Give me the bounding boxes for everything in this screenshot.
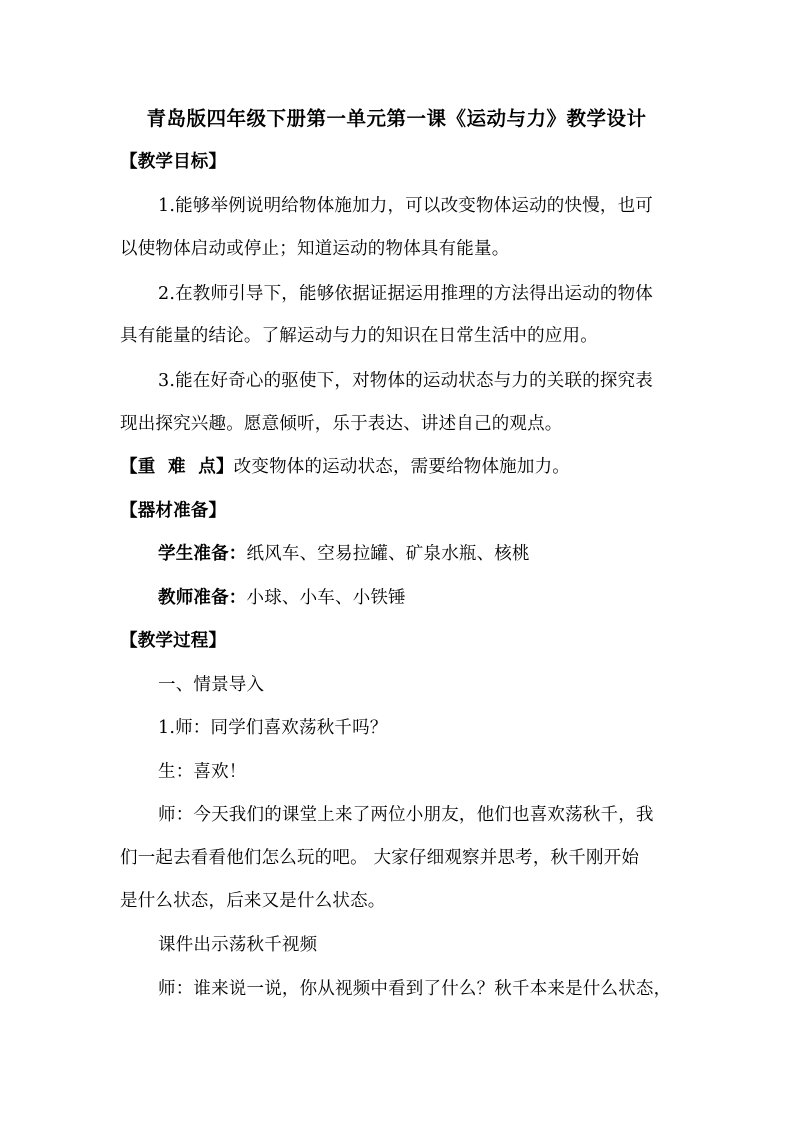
teacher-speech-2-line3: 是什么状态，后来又是什么状态。	[120, 891, 386, 911]
teacher-speech-2-line1: 师：今天我们的课堂上来了两位小朋友，他们也喜欢荡秋千，我	[158, 805, 654, 825]
objective-1-line1: 1.能够举例说明给物体施加力，可以改变物体运动的快慢，也可	[158, 196, 653, 216]
materials-heading: 【器材准备】	[120, 501, 227, 521]
objective-2-line2: 具有能量的结论。了解运动与力的知识在日常生活中的应用。	[120, 326, 598, 346]
objective-3-line2: 现出探究兴趣。愿意倾听，乐于表达、讲述自己的观点。	[120, 414, 563, 434]
teacher-speech-2-line2: 们一起去看看他们怎么玩的吧。 大家仔细观察并思考，秋千刚开始	[120, 848, 640, 868]
document-title: 青岛版四年级下册第一单元第一课《运动与力》教学设计	[146, 107, 647, 130]
objective-2-line1: 2.在教师引导下，能够依据证据运用推理的方法得出运动的物体	[158, 284, 653, 304]
teacher-question-1: 1.师：同学们喜欢荡秋千吗？	[158, 718, 388, 738]
video-note: 课件出示荡秋千视频	[158, 935, 318, 955]
teacher-materials-label: 教师准备：	[158, 588, 247, 608]
teacher-speech-3-line1: 师：谁来说一说，你从视频中看到了什么？秋千本来是什么状态，	[158, 979, 672, 999]
teacher-materials-row	[158, 587, 718, 609]
student-materials-text: 纸风车、空易拉罐、矿泉水瓶、核桃	[246, 544, 530, 564]
teacher-materials-text: 小球、小车、小铁锤	[246, 588, 406, 608]
keypoint-heading: 【重 难 点】	[120, 457, 234, 477]
process-heading: 【教学过程】	[120, 631, 227, 651]
objective-1-line2: 以使物体启动或停止；知道运动的物体具有能量。	[120, 239, 510, 259]
student-materials-row	[158, 543, 718, 565]
student-materials-label: 学生准备：	[158, 544, 247, 564]
keypoint-text: 改变物体的运动状态，需要给物体施加力。	[233, 457, 570, 477]
step-1-heading: 一、情景导入	[158, 675, 265, 695]
student-answer-1: 生：喜欢！	[158, 762, 247, 782]
keypoint-row	[120, 456, 680, 478]
objectives-heading: 【教学目标】	[120, 152, 227, 172]
objective-3-line1: 3.能在好奇心的驱使下，对物体的运动状态与力的关联的探究表	[158, 371, 653, 391]
